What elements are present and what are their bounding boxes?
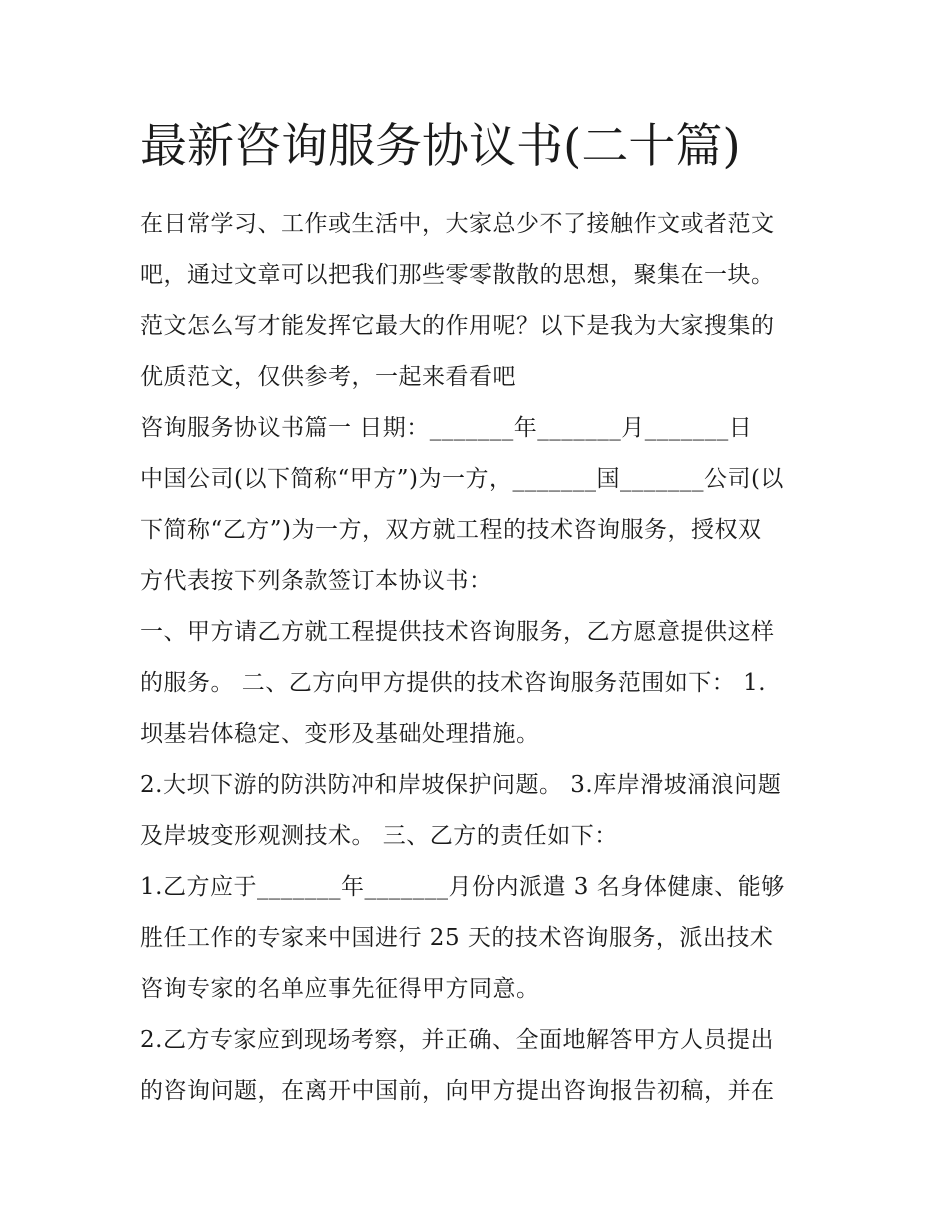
paragraph-line: 坝基岩体稳定、变形及基础处理措施。 bbox=[140, 721, 540, 747]
paragraph-line: 下简称“乙方”)为一方，双方就工程的技术咨询服务，授权双 bbox=[140, 517, 762, 543]
paragraph-line: 吧，通过文章可以把我们那些零零散散的思想，聚集在一块。 bbox=[140, 262, 775, 288]
document-title: 最新咨询服务协议书(二十篇) bbox=[140, 119, 741, 174]
paragraph-line: 优质范文，仅供参考，一起来看看吧 bbox=[140, 364, 516, 390]
paragraph-line: 2.大坝下游的防洪防冲和岸坡保护问题。 3.库岸滑坡涌浪问题 bbox=[140, 772, 782, 798]
paragraph-line: 2.乙方专家应到现场考察，并正确、全面地解答甲方人员提出 bbox=[140, 1027, 774, 1053]
paragraph-line: 在日常学习、工作或生活中，大家总少不了接触作文或者范文 bbox=[140, 211, 775, 237]
paragraph-line: 咨询服务协议书篇一 日期：_______年_______月_______日 bbox=[140, 415, 753, 441]
paragraph-line: 一、甲方请乙方就工程提供技术咨询服务，乙方愿意提供这样 bbox=[140, 619, 775, 645]
paragraph-line: 咨询专家的名单应事先征得甲方同意。 bbox=[140, 976, 540, 1002]
paragraph-line: 方代表按下列条款签订本协议书： bbox=[140, 568, 493, 594]
paragraph-line: 胜任工作的专家来中国进行 25 天的技术咨询服务，派出技术 bbox=[140, 925, 774, 951]
paragraph-line: 1.乙方应于_______年_______月份内派遣 3 名身体健康、能够 bbox=[140, 874, 785, 900]
paragraph-line: 范文怎么写才能发挥它最大的作用呢？以下是我为大家搜集的 bbox=[140, 313, 775, 339]
document-body bbox=[140, 199, 820, 1117]
paragraph-line: 的服务。 二、乙方向甲方提供的技术咨询服务范围如下： 1. bbox=[140, 670, 767, 696]
paragraph-line: 的咨询问题，在离开中国前，向甲方提出咨询报告初稿，并在 bbox=[140, 1078, 775, 1104]
paragraph-line: 中国公司(以下简称“甲方”)为一方，_______国_______公司(以 bbox=[140, 466, 784, 492]
paragraph-line: 及岸坡变形观测技术。 三、乙方的责任如下： bbox=[140, 823, 618, 849]
